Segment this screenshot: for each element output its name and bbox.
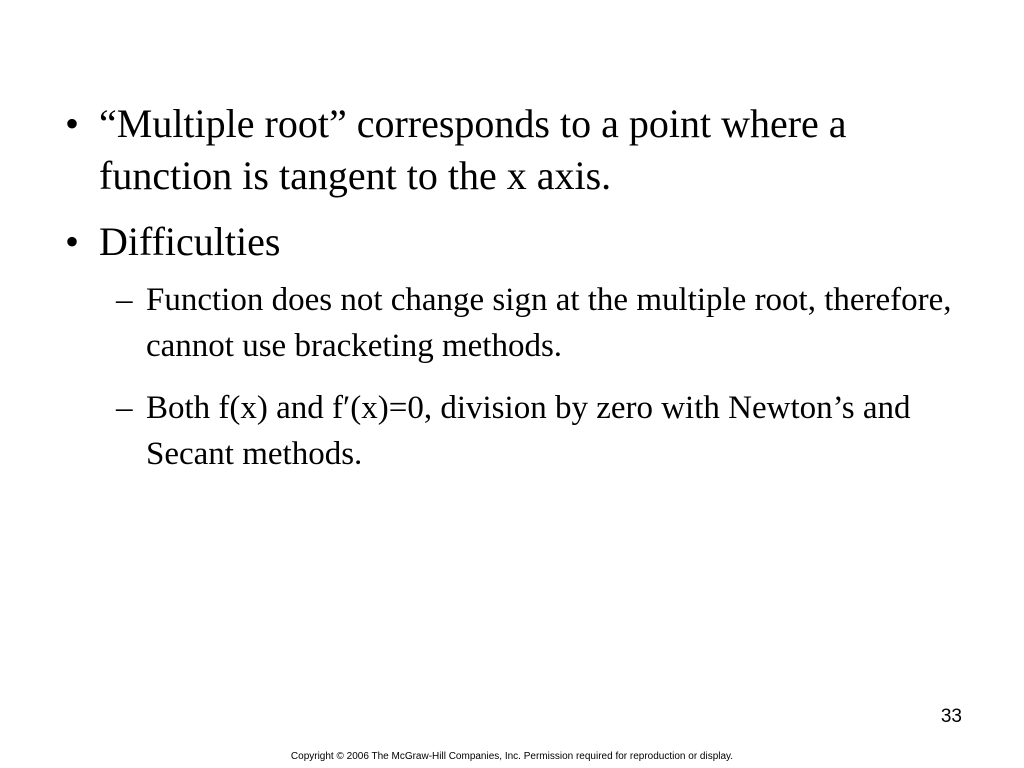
copyright-notice: Copyright © 2006 The McGraw-Hill Companies, Inc. Permission required for reproduction or display. <box>290 751 734 762</box>
subbullet-marker: – <box>116 390 133 426</box>
bullet-marker: • <box>65 219 80 264</box>
subbullet-sign-change <box>116 277 966 369</box>
bullet-marker: • <box>65 101 80 146</box>
bullet-text: “Multiple root” corresponds to a point where a function is tangent to the x axis. <box>99 101 847 198</box>
slide-number: 33 <box>940 706 962 727</box>
bullet-multiple-root <box>62 98 962 202</box>
subbullet-marker: – <box>116 282 133 318</box>
bullet-difficulties <box>62 216 962 268</box>
subbullet-division-by-zero <box>116 385 966 477</box>
bullet-text: Difficulties <box>99 219 281 264</box>
subbullet-text: Both f(x) and f′(x)=0, division by zero with Newton’s and Secant methods. <box>146 390 911 472</box>
subbullet-text: Function does not change sign at the multiple root, therefore, cannot use bracketing methods. <box>146 282 952 364</box>
